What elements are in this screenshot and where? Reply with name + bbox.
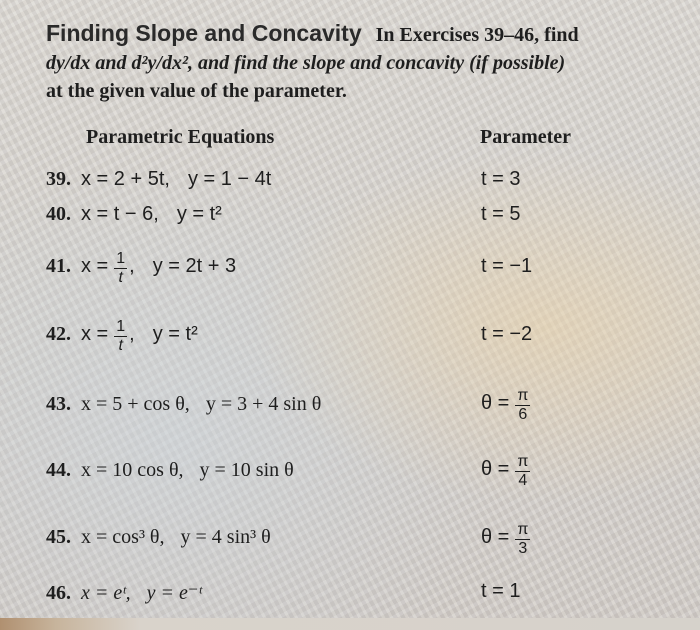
exercise-row [46,526,271,549]
parameter-value: t = 1 [481,580,521,602]
page-edge [0,618,700,630]
exercise-number: 46. [46,582,71,604]
exercise-number: 40. [46,203,71,225]
exercise-header [46,20,579,47]
exercise-row [46,203,222,226]
fraction-denominator: t [114,268,127,287]
fraction-denominator: t [114,336,127,355]
y-equation: y = t² [176,203,222,225]
y-equation: y = t² [152,323,198,345]
x-equation: x = 5 + cos θ, [81,393,190,415]
exercise-number: 45. [46,526,71,548]
x-fraction [114,318,127,355]
parameter-value: t = 3 [481,168,521,190]
fraction-numerator: 1 [116,317,126,335]
parameter-fraction [515,453,530,490]
exercise-number: 41. [46,255,71,277]
parameter-value [481,380,532,428]
header-line-2: dy/dx and d²y/dx², and find the slope and concavity (if possible) [46,52,566,74]
exercise-row [46,580,202,605]
exercise-row [46,393,321,416]
x-equation: x = t − 6, [81,203,159,225]
x-equation-lhs: x = [81,255,109,277]
parameter-lhs: θ = [481,458,510,480]
parameter-value [481,446,532,494]
header-line-3: at the given value of the parameter. [46,80,347,102]
fraction-denominator: 3 [515,539,530,558]
parameter-lhs: θ = [481,526,510,548]
section-title: Finding Slope and Concavity [46,20,362,46]
y-equation: y = 3 + 4 sin θ [205,393,322,415]
exercise-row [46,246,236,288]
exercise-row [46,168,271,191]
exercise-number: 43. [46,393,71,415]
parameter-value: t = −2 [481,323,533,345]
y-equation: y = 4 sin³ θ [180,526,271,548]
fraction-denominator: 6 [515,405,530,424]
fraction-numerator: π [517,520,529,538]
column-header-equations: Parametric Equations [86,126,275,148]
parameter-fraction [515,521,530,558]
fraction-denominator: 4 [515,471,530,490]
x-fraction [114,250,127,287]
exercise-number: 44. [46,459,71,481]
parameter-fraction [515,387,530,424]
exercise-row [46,314,198,356]
x-equation-lhs: x = [81,323,109,345]
y-equation: y = 1 − 4t [187,168,272,190]
x-equation: x = eᵗ, [81,582,131,604]
y-equation: y = 10 sin θ [199,459,294,481]
comma: , [129,255,135,277]
fraction-numerator: π [517,452,529,470]
comma: , [129,323,135,345]
exercise-number: 42. [46,323,71,345]
y-equation: y = 2t + 3 [152,255,237,277]
y-equation: y = e⁻ᵗ [146,582,202,604]
parameter-value [481,514,532,562]
x-equation: x = cos³ θ, [81,526,165,548]
x-equation: x = 10 cos θ, [81,459,184,481]
x-equation: x = 2 + 5t, [81,168,170,190]
exercise-row [46,459,294,482]
fraction-numerator: π [517,386,529,404]
column-header-parameter: Parameter [480,126,572,148]
exercise-number: 39. [46,168,71,190]
header-intro: In Exercises 39–46, find [375,24,579,46]
parameter-value: t = 5 [481,203,521,225]
parameter-value: t = −1 [481,255,533,277]
fraction-numerator: 1 [116,249,126,267]
parameter-lhs: θ = [481,392,510,414]
